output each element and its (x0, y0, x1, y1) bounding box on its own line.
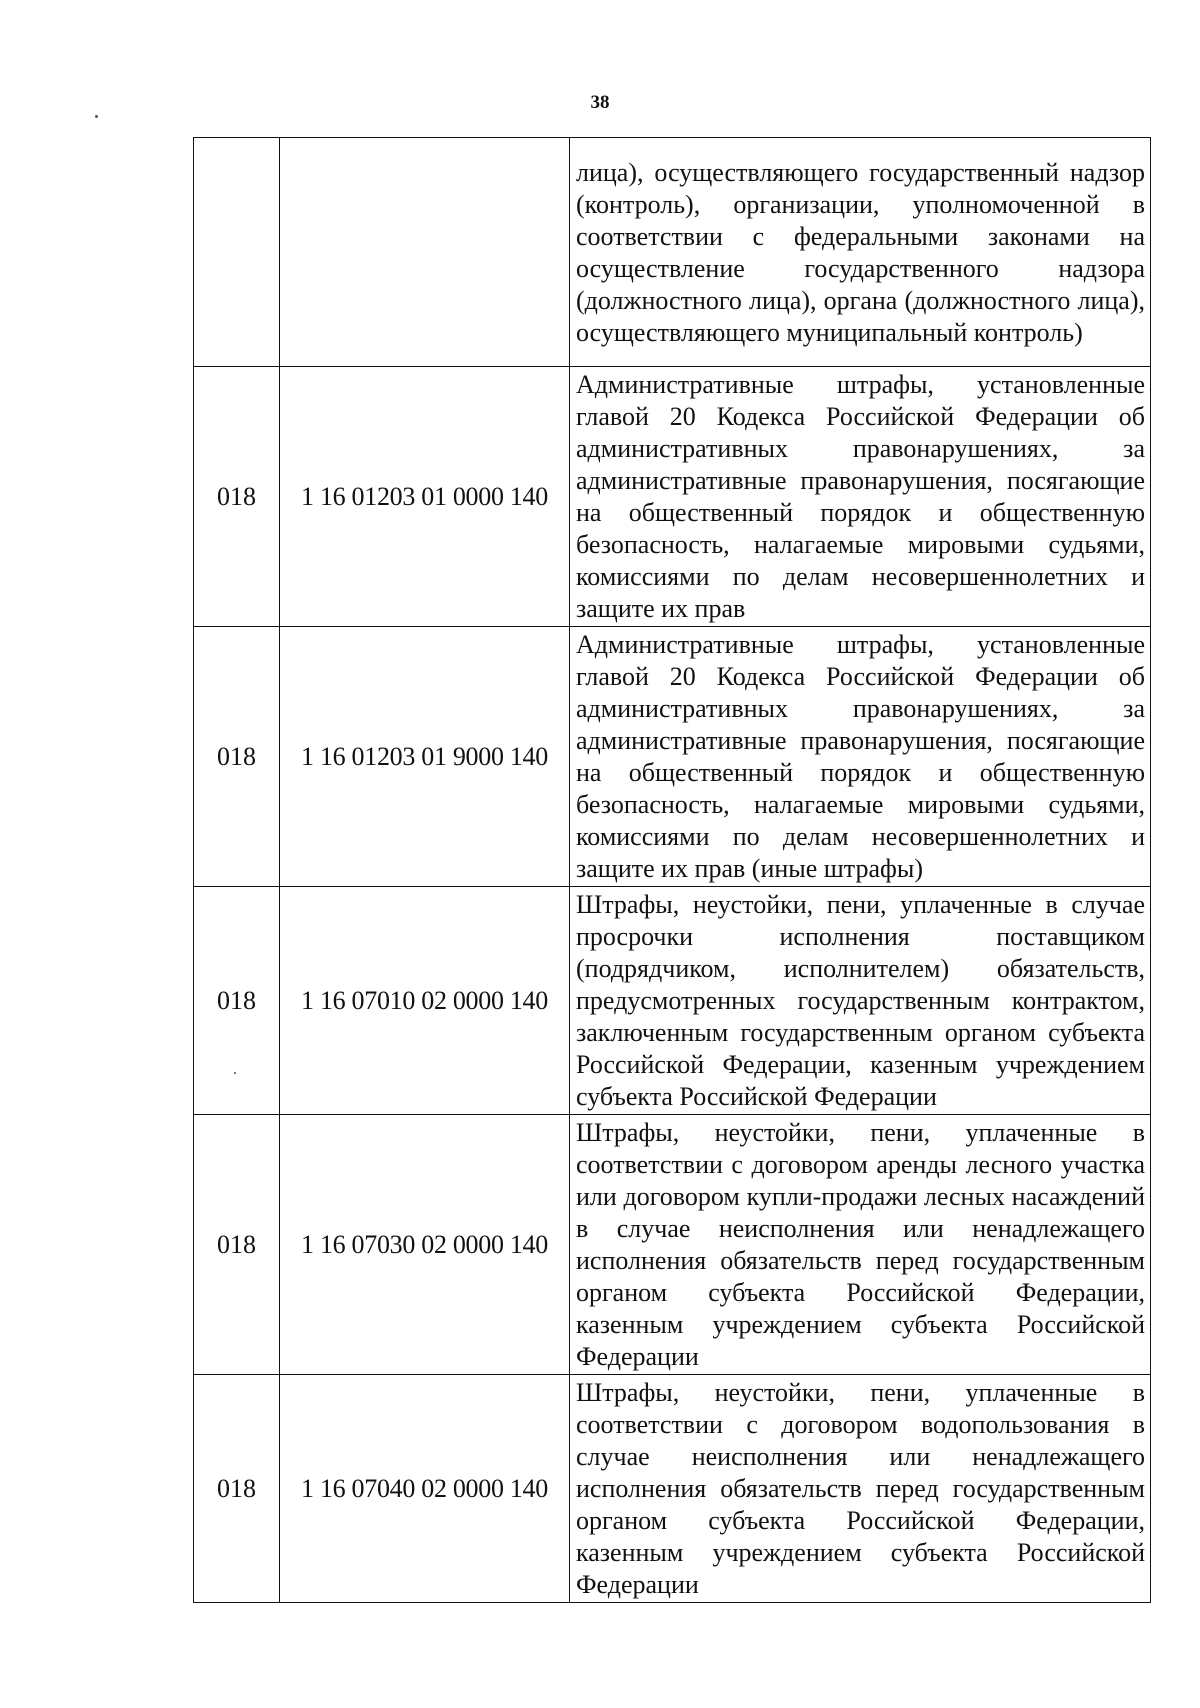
admin-code-cell: 018 (194, 367, 280, 627)
budget-code-cell: 1 16 01203 01 9000 140 (280, 627, 570, 887)
budget-code-cell: 1 16 07010 02 0000 140 (280, 887, 570, 1115)
budget-code-cell: 1 16 07040 02 0000 140 (280, 1375, 570, 1603)
page-number: 38 (590, 92, 610, 113)
budget-code-cell: 1 16 07030 02 0000 140 (280, 1115, 570, 1375)
description-cell: Административные штрафы, установленные главой 20 Кодекса Российской Федерации об административных правонарушениях, за административные правонарушения, посягающие на общественный порядок и общественную безопасность, налагаемые мировыми судьями, комиссиями по делам несовершеннолетних и защите их прав (570, 367, 1151, 627)
table-row (194, 367, 1151, 627)
admin-code-cell: 018 (194, 887, 280, 1115)
description-cell: Штрафы, неустойки, пени, уплаченные в случае просрочки исполнения поставщиком (подрядчиком, исполнителем) обязательств, предусмотренных государственным контрактом, заключенным государственным органом субъекта Российской Федерации, казенным учреждением субъекта Российской Федерации (570, 887, 1151, 1115)
admin-code-cell: 018 (194, 627, 280, 887)
admin-code-cell (194, 138, 280, 367)
admin-code-cell: 018 (194, 1115, 280, 1375)
table-row (194, 1375, 1151, 1603)
budget-code-cell (280, 138, 570, 367)
description-cell: лица), осуществляющего государственный надзор (контроль), организации, уполномоченной в соответствии с федеральными законами на осуществление государственного надзора (должностного лица), органа (должностного лица), осуществляющего муниципальный контроль) (570, 138, 1151, 367)
table-row (194, 627, 1151, 887)
scan-speck (95, 115, 98, 118)
budget-code-cell: 1 16 01203 01 0000 140 (280, 367, 570, 627)
table-row (194, 1115, 1151, 1375)
table-row (194, 887, 1151, 1115)
description-cell: Административные штрафы, установленные главой 20 Кодекса Российской Федерации об административных правонарушениях, за административные правонарушения, посягающие на общественный порядок и общественную безопасность, налагаемые мировыми судьями, комиссиями по делам несовершеннолетних и защите их прав (иные штрафы) (570, 627, 1151, 887)
admin-code-cell: 018 (194, 1375, 280, 1603)
description-cell: Штрафы, неустойки, пени, уплаченные в соответствии с договором водопользования в случае неисполнения или ненадлежащего исполнения обязательств перед государственным органом субъекта Российской Федерации, казенным учреждением субъекта Российской Федерации (570, 1375, 1151, 1603)
description-cell: Штрафы, неустойки, пени, уплаченные в соответствии с договором аренды лесного участка или договором купли-продажи лесных насаждений в случае неисполнения или ненадлежащего исполнения обязательств перед государственным органом субъекта Российской Федерации, казенным учреждением субъекта Российской Федерации (570, 1115, 1151, 1375)
table-row (194, 138, 1151, 367)
budget-classification-table (193, 137, 1151, 1603)
